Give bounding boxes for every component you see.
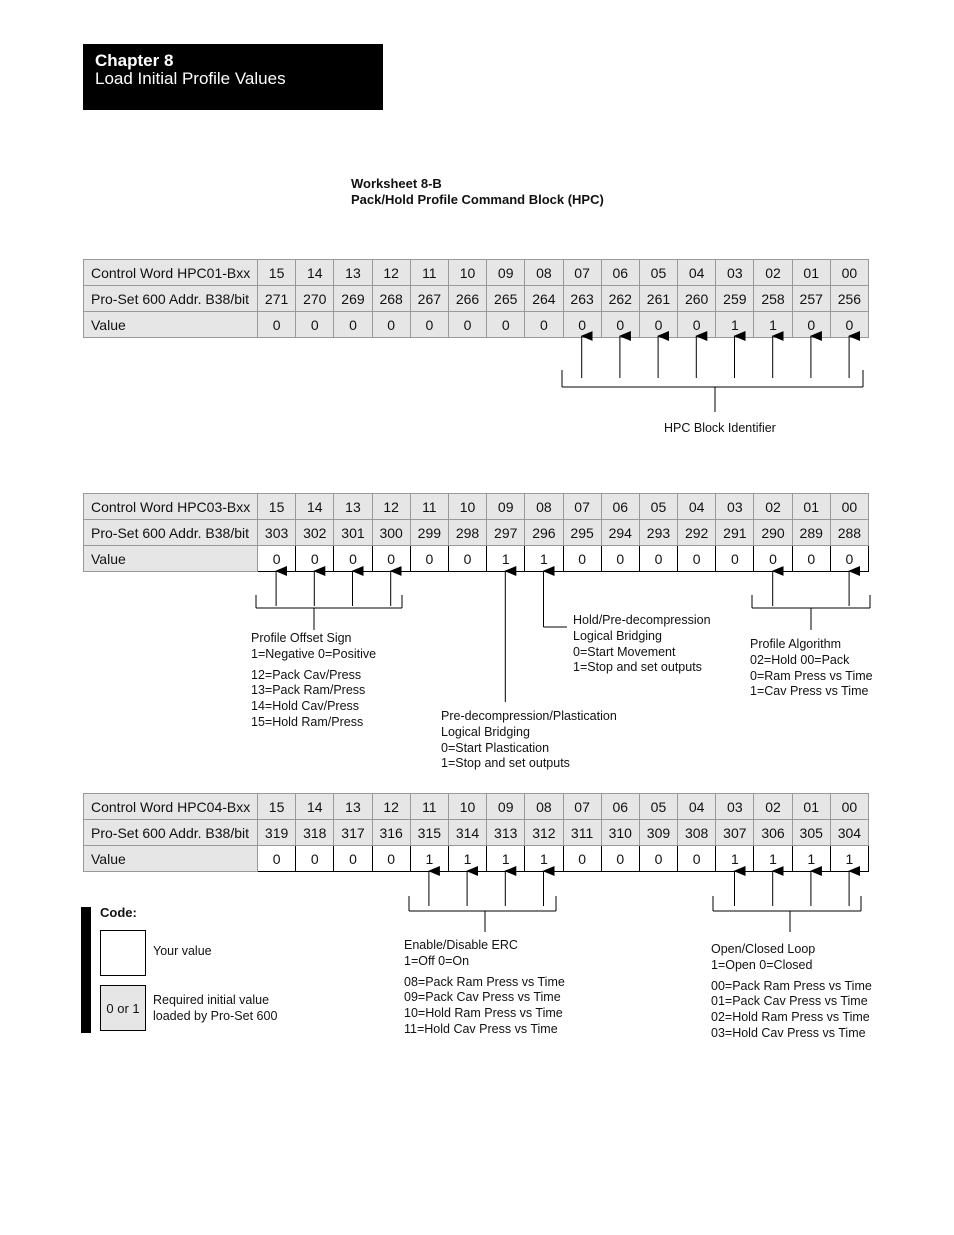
note-line: 1=Off 0=On: [404, 953, 470, 968]
address-cell: 265: [487, 286, 525, 312]
bit-number-cell: 15: [258, 260, 296, 286]
bit-number-cell: 09: [487, 494, 525, 520]
note-line: 11=Hold Cav Press vs Time: [404, 1021, 558, 1036]
worksheet-number: Worksheet 8-B: [351, 176, 442, 191]
address-cell: 313: [487, 820, 525, 846]
bit-number-cell: 02: [754, 494, 792, 520]
value-cell[interactable]: 1: [792, 846, 830, 872]
bit-number-cell: 04: [678, 794, 716, 820]
bit-number-cell: 11: [410, 494, 448, 520]
bit-number-cell: 06: [601, 494, 639, 520]
value-cell: 0: [258, 312, 296, 338]
value-cell[interactable]: 0: [563, 546, 601, 572]
bit-number-cell: 08: [525, 260, 563, 286]
address-cell: 271: [258, 286, 296, 312]
address-cell: 304: [830, 820, 868, 846]
address-cell: 264: [525, 286, 563, 312]
value-cell: 0: [563, 312, 601, 338]
address-cell: 307: [716, 820, 754, 846]
bit-number-cell: 09: [487, 260, 525, 286]
bit-number-cell: 14: [296, 260, 334, 286]
value-cell: 0: [639, 312, 677, 338]
address-cell: 270: [296, 286, 334, 312]
value-cell: 1: [754, 312, 792, 338]
note-hold-predecompression: [573, 613, 711, 676]
value-cell: 0: [830, 312, 868, 338]
bit-number-cell: 00: [830, 794, 868, 820]
note-line: loaded by Pro-Set 600: [153, 1008, 278, 1023]
note-line: 1=Cav Press vs Time: [750, 684, 869, 699]
value-cell[interactable]: 0: [258, 546, 296, 572]
address-cell: 292: [678, 520, 716, 546]
value-cell[interactable]: 1: [525, 846, 563, 872]
bit-number-cell: 05: [639, 260, 677, 286]
address-cell: 319: [258, 820, 296, 846]
bit-number-cell: 03: [716, 260, 754, 286]
note-line: 0=Ram Press vs Time: [750, 668, 873, 683]
bit-number-cell: 11: [410, 260, 448, 286]
bit-number-cell: 00: [830, 260, 868, 286]
note-line: Profile Offset Sign: [251, 631, 352, 645]
row-label: Control Word HPC03-Bxx: [84, 494, 258, 520]
bit-number-cell: 10: [448, 794, 486, 820]
note-line: 03=Hold Cav Press vs Time: [711, 1025, 866, 1040]
value-cell[interactable]: 1: [410, 846, 448, 872]
address-cell: 301: [334, 520, 372, 546]
bit-number-cell: 02: [754, 794, 792, 820]
bit-number-cell: 13: [334, 494, 372, 520]
bit-number-cell: 07: [563, 260, 601, 286]
row-label: Pro-Set 600 Addr. B38/bit: [84, 820, 258, 846]
bit-number-cell: 11: [410, 794, 448, 820]
bit-number-cell: 13: [334, 260, 372, 286]
bit-number-cell: 12: [372, 260, 410, 286]
chapter-number: Chapter 8: [95, 51, 174, 70]
address-cell: 288: [830, 520, 868, 546]
bit-number-cell: 09: [487, 794, 525, 820]
value-cell[interactable]: 0: [258, 846, 296, 872]
value-cell[interactable]: 0: [639, 546, 677, 572]
value-cell[interactable]: 0: [410, 546, 448, 572]
bit-number-cell: 15: [258, 494, 296, 520]
value-cell: 0: [296, 312, 334, 338]
value-cell: 0: [334, 312, 372, 338]
note-line: 08=Pack Ram Press vs Time: [404, 974, 565, 989]
note-line: 10=Hold Ram Press vs Time: [404, 1006, 563, 1021]
row-label: Pro-Set 600 Addr. B38/bit: [84, 520, 258, 546]
value-cell: 0: [372, 312, 410, 338]
address-cell: 312: [525, 820, 563, 846]
address-cell: 261: [639, 286, 677, 312]
value-cell[interactable]: 0: [678, 546, 716, 572]
note-hpc-block-identifier: HPC Block Identifier: [664, 421, 776, 435]
address-cell: 315: [410, 820, 448, 846]
address-cell: 258: [754, 286, 792, 312]
bit-number-cell: 06: [601, 260, 639, 286]
value-cell[interactable]: 1: [525, 546, 563, 572]
bit-number-cell: 01: [792, 494, 830, 520]
row-label: Control Word HPC04-Bxx: [84, 794, 258, 820]
row-label: Value: [84, 312, 258, 338]
address-cell: 302: [296, 520, 334, 546]
address-cell: 257: [792, 286, 830, 312]
required-value-swatch: 0 or 1: [100, 985, 146, 1031]
note-enable-erc: [404, 938, 565, 1038]
your-value-label: Your value: [153, 944, 212, 958]
value-cell[interactable]: 1: [754, 846, 792, 872]
bit-number-cell: 04: [678, 260, 716, 286]
value-cell[interactable]: 1: [487, 846, 525, 872]
value-cell: 0: [601, 312, 639, 338]
note-profile-offset: [251, 631, 376, 731]
bit-number-cell: 06: [601, 794, 639, 820]
address-cell: 266: [448, 286, 486, 312]
address-cell: 306: [754, 820, 792, 846]
address-cell: 298: [448, 520, 486, 546]
note-line: 14=Hold Cav/Press: [251, 699, 360, 714]
address-cell: 314: [448, 820, 486, 846]
value-cell[interactable]: 1: [448, 846, 486, 872]
address-cell: 268: [372, 286, 410, 312]
bit-number-cell: 05: [639, 494, 677, 520]
value-cell[interactable]: 0: [296, 846, 334, 872]
value-cell[interactable]: 0: [372, 846, 410, 872]
note-line: 13=Pack Ram/Press: [251, 683, 366, 698]
note-line: 1=Stop and set outputs: [573, 660, 702, 675]
value-cell: 0: [525, 312, 563, 338]
bit-number-cell: 12: [372, 794, 410, 820]
value-cell[interactable]: 0: [830, 546, 868, 572]
note-line: 02=Hold 00=Pack: [750, 652, 850, 667]
note-line: 1=Negative 0=Positive: [251, 646, 377, 661]
note-open-closed-loop: [711, 942, 872, 1042]
address-cell: 303: [258, 520, 296, 546]
bit-number-cell: 15: [258, 794, 296, 820]
address-cell: 317: [334, 820, 372, 846]
address-cell: 294: [601, 520, 639, 546]
address-cell: 289: [792, 520, 830, 546]
note-line: 15=Hold Ram/Press: [251, 714, 364, 729]
value-cell[interactable]: 0: [334, 846, 372, 872]
value-cell: 0: [487, 312, 525, 338]
bit-number-cell: 03: [716, 494, 754, 520]
value-cell: 1: [716, 312, 754, 338]
note-line: Enable/Disable ERC: [404, 938, 518, 952]
address-cell: 316: [372, 820, 410, 846]
value-cell[interactable]: 0: [678, 846, 716, 872]
value-cell[interactable]: 0: [639, 846, 677, 872]
note-predecompression-plastication: [441, 709, 617, 772]
value-cell: 0: [678, 312, 716, 338]
address-cell: 299: [410, 520, 448, 546]
note-line: Profile Algorithm: [750, 637, 842, 651]
address-cell: 259: [716, 286, 754, 312]
address-cell: 291: [716, 520, 754, 546]
worksheet-name: Pack/Hold Profile Command Block (HPC): [351, 192, 604, 207]
value-cell[interactable]: 0: [563, 846, 601, 872]
address-cell: 293: [639, 520, 677, 546]
address-cell: 309: [639, 820, 677, 846]
bit-number-cell: 04: [678, 494, 716, 520]
code-title: Code:: [100, 905, 137, 920]
note-line: Pre-decompression/Plastication: [441, 709, 617, 723]
note-line: Hold/Pre-decompression: [573, 613, 711, 627]
bit-number-cell: 08: [525, 494, 563, 520]
address-cell: 267: [410, 286, 448, 312]
note-line: 09=Pack Cav Press vs Time: [404, 990, 561, 1005]
value-cell[interactable]: 1: [716, 846, 754, 872]
value-cell[interactable]: 0: [754, 546, 792, 572]
address-cell: 269: [334, 286, 372, 312]
bit-number-cell: 01: [792, 794, 830, 820]
note-line: Logical Bridging: [441, 724, 530, 739]
bit-number-cell: 07: [563, 794, 601, 820]
note-line: Logical Bridging: [573, 628, 662, 643]
note-line: 00=Pack Ram Press vs Time: [711, 978, 872, 993]
address-cell: 290: [754, 520, 792, 546]
bit-number-cell: 14: [296, 494, 334, 520]
address-cell: 296: [525, 520, 563, 546]
note-line: 12=Pack Cav/Press: [251, 667, 362, 682]
bit-number-cell: 13: [334, 794, 372, 820]
bit-number-cell: 08: [525, 794, 563, 820]
value-cell[interactable]: 0: [448, 546, 486, 572]
row-label: Control Word HPC01-Bxx: [84, 260, 258, 286]
value-cell[interactable]: 0: [792, 546, 830, 572]
required-value-label: [153, 993, 277, 1025]
bit-number-cell: 01: [792, 260, 830, 286]
chapter-title: Load Initial Profile Values: [95, 69, 286, 88]
address-cell: 311: [563, 820, 601, 846]
address-cell: 260: [678, 286, 716, 312]
address-cell: 310: [601, 820, 639, 846]
note-line: 01=Pack Cav Press vs Time: [711, 994, 868, 1009]
note-line: 02=Hold Ram Press vs Time: [711, 1010, 870, 1025]
note-line: 0=Start Movement: [573, 644, 676, 659]
note-line: 0=Start Plastication: [441, 740, 550, 755]
address-cell: 300: [372, 520, 410, 546]
note-line: Required initial value: [153, 993, 270, 1007]
address-cell: 318: [296, 820, 334, 846]
address-cell: 305: [792, 820, 830, 846]
value-cell[interactable]: 0: [716, 546, 754, 572]
value-cell: 0: [410, 312, 448, 338]
value-cell[interactable]: 0: [372, 546, 410, 572]
bit-number-cell: 03: [716, 794, 754, 820]
value-cell[interactable]: 0: [296, 546, 334, 572]
bit-number-cell: 02: [754, 260, 792, 286]
address-cell: 262: [601, 286, 639, 312]
note-line: 1=Open 0=Closed: [711, 957, 813, 972]
address-cell: 256: [830, 286, 868, 312]
address-cell: 263: [563, 286, 601, 312]
bit-number-cell: 07: [563, 494, 601, 520]
bit-number-cell: 10: [448, 494, 486, 520]
note-line: Open/Closed Loop: [711, 942, 816, 956]
value-cell[interactable]: 0: [601, 546, 639, 572]
value-cell[interactable]: 1: [830, 846, 868, 872]
value-cell[interactable]: 1: [487, 546, 525, 572]
note-line: 1=Stop and set outputs: [441, 756, 570, 771]
your-value-swatch: [100, 930, 146, 976]
value-cell[interactable]: 0: [334, 546, 372, 572]
bit-number-cell: 00: [830, 494, 868, 520]
address-cell: 295: [563, 520, 601, 546]
code-legend-bar: [81, 907, 91, 1033]
value-cell: 0: [792, 312, 830, 338]
row-label: Value: [84, 546, 258, 572]
bit-number-cell: 12: [372, 494, 410, 520]
value-cell: 0: [448, 312, 486, 338]
value-cell[interactable]: 0: [601, 846, 639, 872]
address-cell: 297: [487, 520, 525, 546]
row-label: Pro-Set 600 Addr. B38/bit: [84, 286, 258, 312]
bit-number-cell: 05: [639, 794, 677, 820]
bit-number-cell: 10: [448, 260, 486, 286]
bit-number-cell: 14: [296, 794, 334, 820]
address-cell: 308: [678, 820, 716, 846]
note-profile-algorithm: [750, 637, 873, 700]
row-label: Value: [84, 846, 258, 872]
